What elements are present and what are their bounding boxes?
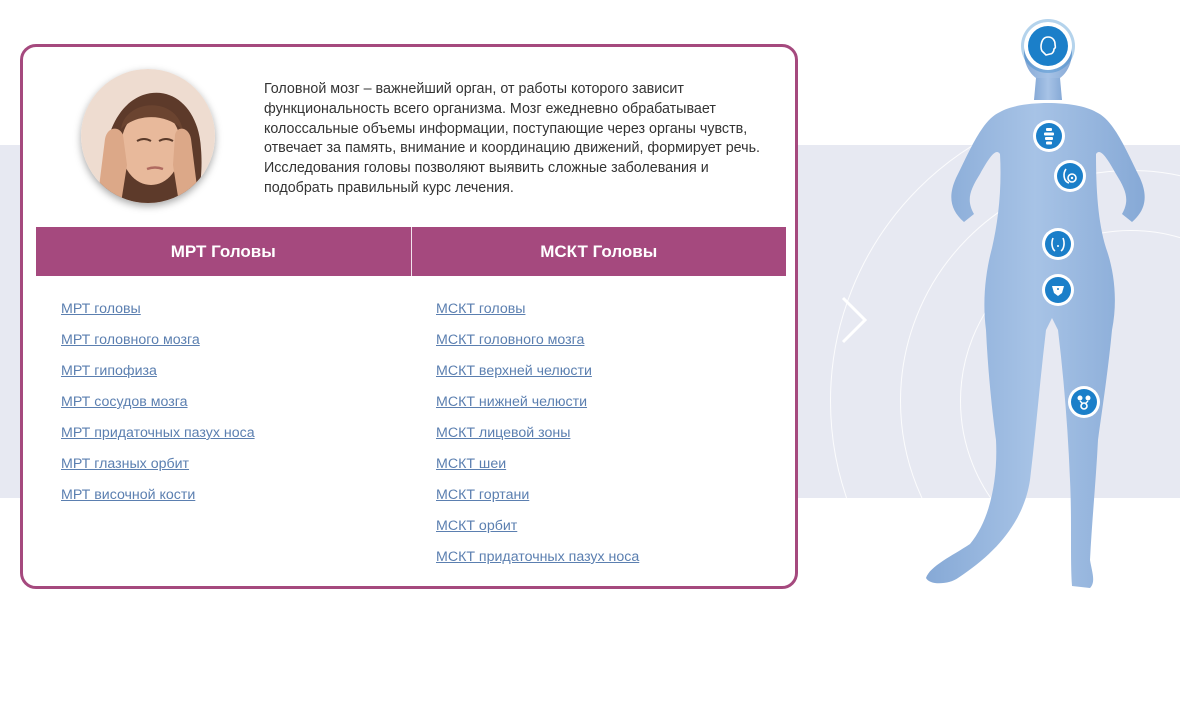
list-item: [61, 361, 255, 392]
chest-marker[interactable]: [1054, 160, 1086, 192]
list-item: [61, 423, 255, 454]
list-item: [61, 392, 255, 423]
abdomen-icon: [1049, 235, 1067, 253]
list-item: [436, 485, 639, 516]
chest-icon: [1061, 167, 1079, 185]
next-arrow-button[interactable]: [833, 292, 873, 348]
mskt-link[interactable]: МСКТ гортани: [436, 487, 530, 503]
tab-bar: [36, 227, 786, 276]
tab-mskt-head[interactable]: МСКТ Головы: [540, 241, 658, 261]
mrt-link[interactable]: МРТ глазных орбит: [61, 456, 190, 472]
list-item: [436, 392, 639, 423]
list-item: [436, 361, 639, 392]
list-item: [61, 299, 255, 330]
intro-text: Головной мозг – важнейший орган, от работы которого зависит функциональность всего организма. Мозг ежедневно обрабатывает колоссальные объемы информации, поступающие через органы чувств, отвечает за память, внимание и координацию движений, формирует речь. Исследования головы позволяют выявить сложные заболевания и подобрать правильный курс лечения.: [264, 81, 760, 196]
mskt-link[interactable]: МСКТ головного мозга: [436, 332, 585, 348]
joints-marker[interactable]: [1068, 386, 1100, 418]
mrt-link[interactable]: МРТ придаточных пазух носа: [61, 425, 255, 441]
mrt-link[interactable]: МРТ головы: [61, 301, 141, 317]
mrt-link[interactable]: МРТ сосудов мозга: [61, 394, 188, 410]
woman-headache-image: [81, 69, 215, 203]
pelvis-icon: [1049, 281, 1067, 299]
list-item: [436, 547, 639, 578]
list-item: [436, 454, 639, 485]
chevron-right-icon: [833, 292, 873, 348]
list-item: [436, 516, 639, 547]
mskt-link[interactable]: МСКТ шеи: [436, 456, 507, 472]
info-card: [20, 44, 798, 589]
mrt-link-list: [61, 299, 255, 516]
abdomen-marker[interactable]: [1042, 228, 1074, 260]
head-icon: [1036, 34, 1060, 58]
mrt-link[interactable]: МРТ гипофиза: [61, 363, 157, 379]
body-figure: [900, 0, 1180, 625]
mskt-link[interactable]: МСКТ орбит: [436, 518, 518, 534]
human-body-silhouette: [900, 0, 1180, 625]
mskt-link[interactable]: МСКТ головы: [436, 301, 526, 317]
headache-photo: [81, 69, 215, 203]
mskt-link-list: [436, 299, 639, 578]
mskt-link[interactable]: МСКТ придаточных пазух носа: [436, 549, 640, 565]
pelvis-marker[interactable]: [1042, 274, 1074, 306]
list-item: [61, 330, 255, 361]
mskt-link[interactable]: МСКТ нижней челюсти: [436, 394, 588, 410]
list-item: [436, 330, 639, 361]
list-item: [436, 299, 639, 330]
list-item: [436, 423, 639, 454]
list-item: [61, 485, 255, 516]
mskt-link[interactable]: МСКТ верхней челюсти: [436, 363, 592, 379]
mrt-link[interactable]: МРТ височной кости: [61, 487, 196, 503]
tab-mrt-head[interactable]: МРТ Головы: [36, 227, 412, 276]
spine-marker[interactable]: [1033, 120, 1065, 152]
mskt-link[interactable]: МСКТ лицевой зоны: [436, 425, 571, 441]
list-item: [61, 454, 255, 485]
joints-icon: [1074, 392, 1094, 412]
mrt-link[interactable]: МРТ головного мозга: [61, 332, 200, 348]
head-marker[interactable]: [1024, 22, 1072, 70]
spine-icon: [1040, 127, 1058, 145]
